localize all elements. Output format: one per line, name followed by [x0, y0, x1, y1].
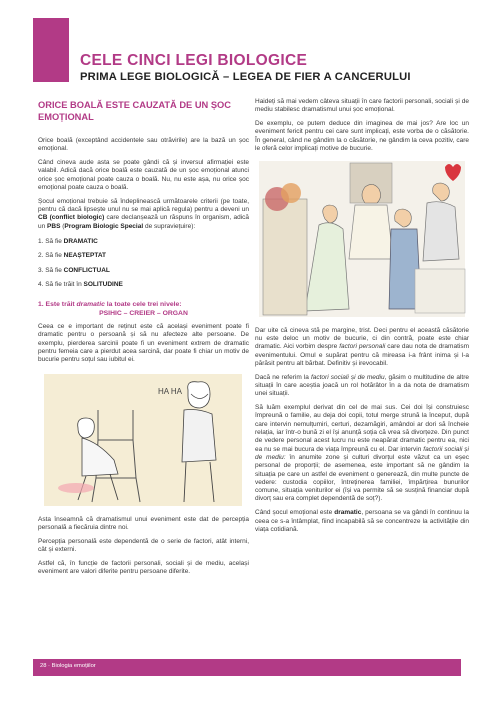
page-title: CELE CINCI LEGI BIOLOGICE [80, 52, 308, 69]
header-accent-bar [33, 18, 69, 82]
right-column [255, 100, 469, 540]
list-item: 4. Să fie trăit în SOLITUDINE [38, 280, 123, 288]
laughing-sad-illustration [38, 370, 249, 512]
list-item: 1. Să fie DRAMATIC [38, 237, 98, 245]
illustration-laughing [38, 370, 249, 512]
list-item: 2. Să fie NEAȘTEPTAT [38, 252, 107, 260]
paragraph: Haideți să mai vedem câteva situații în care factorii personali, sociali și de mediu stabilesc dramatismul unui șoc emoțional. [255, 98, 469, 114]
paragraph: Dacă ne referim la factori sociali și de mediu, găsim o multitudine de altre situații în care aceștia joacă un rol hotărâtor în a da nota de dramatism unei situații. [255, 373, 469, 398]
paragraph: Asta înseamnă că dramatismul unui eveniment este dat de percepția personală a fiecăruia dintre noi. [38, 515, 249, 532]
paragraph: Șocul emoțional trebuie să îndeplinească următoarele criterii (pe toate, pentru că dacă lipsește unul nu se mai aplică regula) pentru a deveni un CB (conflict biologic) care declanșează un răspuns în organism, adică un PBS (Program Biologic Special de supraviețuire): [38, 197, 249, 230]
haha-speech: HA HA [158, 386, 183, 396]
illustration-wedding [255, 159, 469, 319]
paragraph: Astfel că, în funcție de factorii personali, sociali și de mediu, același eveniment are valori diferite pentru persoane diferite. [38, 560, 249, 576]
subsection-heading: 1. Este trăit dramatic la toate cele trei nivele: PSIHIC – CREIER – ORGAN [38, 301, 188, 317]
paragraph: Dar uite că cineva stă pe margine, trist. Deci pentru el această căsătorie nu este deloc un motiv de bucurie, ci din contră, poate este chiar dramatic. Aici vorbim despre factori personali care dau nota de dramatism evenimentului. Omul e supărat pentru că mireasa i-a frânt inima și l-a părăsit pentru alt bărbat. Definitiv și irevocabil. [255, 326, 469, 367]
paragraph: Să luăm exemplul derivat din cel de mai sus. Cei doi își construiesc împreună o familie, au deja doi copii, totul merge strună la început, după care intervin nemulțumiri, certuri, dezamăgiri, amândoi ar dori să încheie relația, iar într-o bună zi el își anunță soția că vrea să divorțeze. Din punct de vedere personal acest lucru nu este neapărat dramatic pentru ea, nici ea nu se mai bucura de viața împreună cu el. Dar intervin factorii sociali și de mediu: în anumite zone și culturi divorțul este văzut ca un eșec personal de proporții; de asemenea, este important să ne gândim la situația pe care un astfel de eveniment o generează, din multe puncte de vedere: custodia copiilor, întreținerea familiei, împărțirea bunurilor comune, situația veniturilor ei (își va permite să se susțină financiar după divorț sau era complet dependentă de soț?). [255, 404, 470, 503]
wedding-illustration [255, 159, 469, 319]
page-number-label: 28 · Biologia emoțiilor [40, 663, 96, 669]
list-item: 3. Să fie CONFLICTUAL [38, 266, 110, 274]
paragraph: De exemplu, ce putem deduce din imaginea de mai jos? Are loc un eveniment fericit pentru cei care sunt implicați, este vorba de o căsătorie. În general, când ne gândim la o căsătorie, ne gândim la ceva pozitiv, care le oferă celor implicați motive de bucurie. [255, 120, 469, 152]
page-subtitle: PRIMA LEGE BIOLOGICĂ – LEGEA DE FIER A CANCERULUI [80, 71, 411, 83]
paragraph: Când șocul emoțional este dramatic, persoana se va gândi în continuu la ceea ce s-a întâmplat, fiind incapabilă să se concentreze la activitățile din viața cotidiană. [255, 509, 469, 533]
paragraph: Percepția personală este dependentă de o serie de factori, atât interni, cât și externi. [38, 538, 249, 554]
footer-bar [33, 659, 461, 676]
paragraph: Orice boală (exceptând accidentele sau otrăvirile) are la bază un șoc emoțional. [38, 137, 249, 153]
paragraph: Ceea ce e important de reținut este că același eveniment poate fi dramatic pentru o persoană și să nu afecteze alte persoane. De exemplu, pierderea sarcinii poate fi un eveniment extrem de dramatic pentru femeia care a pierdut acea sarcină, dar poate fi chiar un motiv de bucurie pentru soțul sau iubitul ei. [38, 322, 249, 364]
section-heading: ORICE BOALĂ ESTE CAUZATĂ DE UN ȘOC EMOȚIONAL [38, 100, 232, 122]
paragraph: Când cineva aude asta se poate gândi că și inversul afirmației este valabil. Adică dacă orice boală este cauzată de un șoc emoțional atunci orice șoc emoțional poate cauza o boală. Nu, nu este așa, nu orice șoc emoțional poate cauza o boală. [38, 159, 249, 191]
left-column [38, 100, 249, 582]
